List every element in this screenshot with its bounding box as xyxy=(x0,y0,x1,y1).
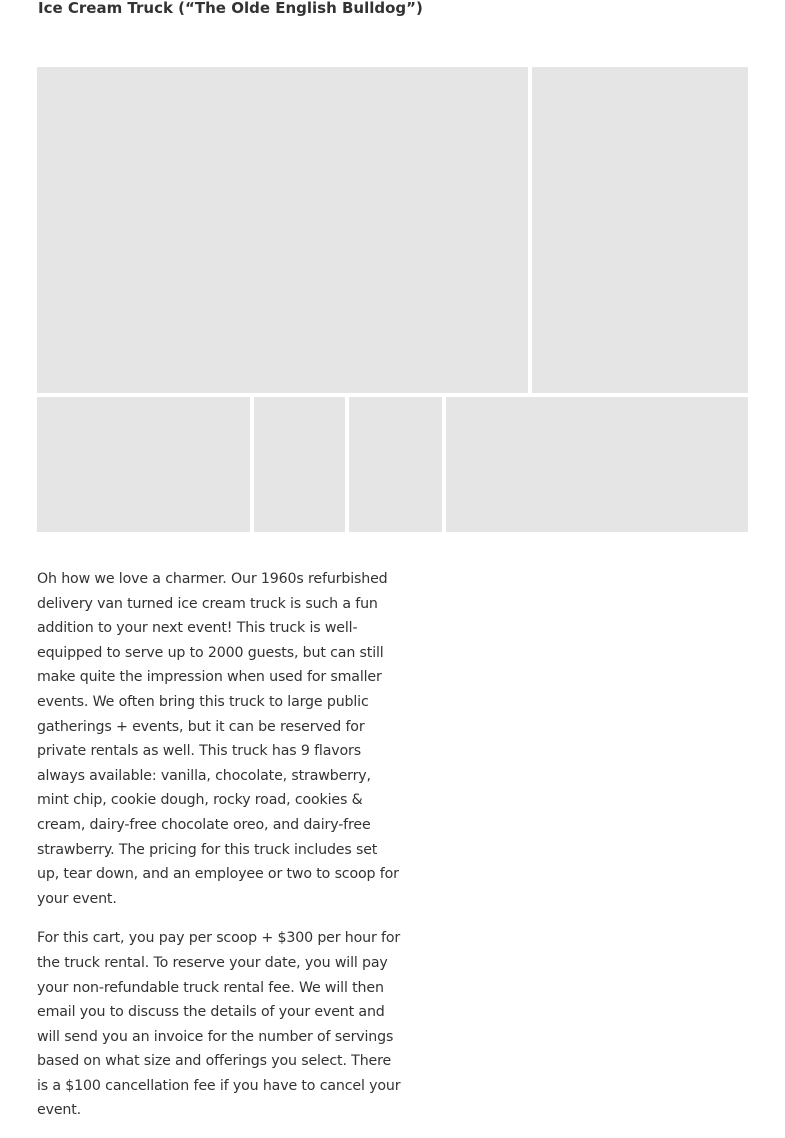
product-description xyxy=(37,567,403,1138)
description-paragraph-2: For this cart, you pay per scoop + $300 per hour for the truck rental. To reserve your date, you will pay your non-refundable truck rental fee. We will then email you to discuss the details of your event and will send you an invoice for the number of servings based on what size and offerings you select. There is a $100 cancellation fee if you have to cancel your event. xyxy=(37,930,401,1119)
gallery-image-5[interactable] xyxy=(349,397,442,532)
description-paragraph-1: Oh how we love a charmer. Our 1960s refurbished delivery van turned ice cream truck is such a fun addition to your next event! This truck is well-equipped to serve up to 2000 guests, but can still make quite the impression when used for smaller events. We often bring this truck to large public gatherings + events, but it can be reserved for private rentals as well. This truck has 9 flavors always available: vanilla, chocolate, strawberry, mint chip, cookie dough, rocky road, cookies & cream, dairy-free chocolate oreo, and dairy-free strawberry. The pricing for this truck includes set up, tear down, and an employee or two to scoop for your event. xyxy=(37,571,399,907)
gallery-image-6[interactable] xyxy=(446,397,748,532)
gallery-image-2[interactable] xyxy=(532,67,748,393)
gallery-image-4[interactable] xyxy=(254,397,345,532)
gallery-image-3[interactable] xyxy=(37,397,250,532)
product-title: Ice Cream Truck (“The Olde English Bulldog”) xyxy=(38,0,423,17)
gallery-image-1[interactable] xyxy=(37,67,528,393)
